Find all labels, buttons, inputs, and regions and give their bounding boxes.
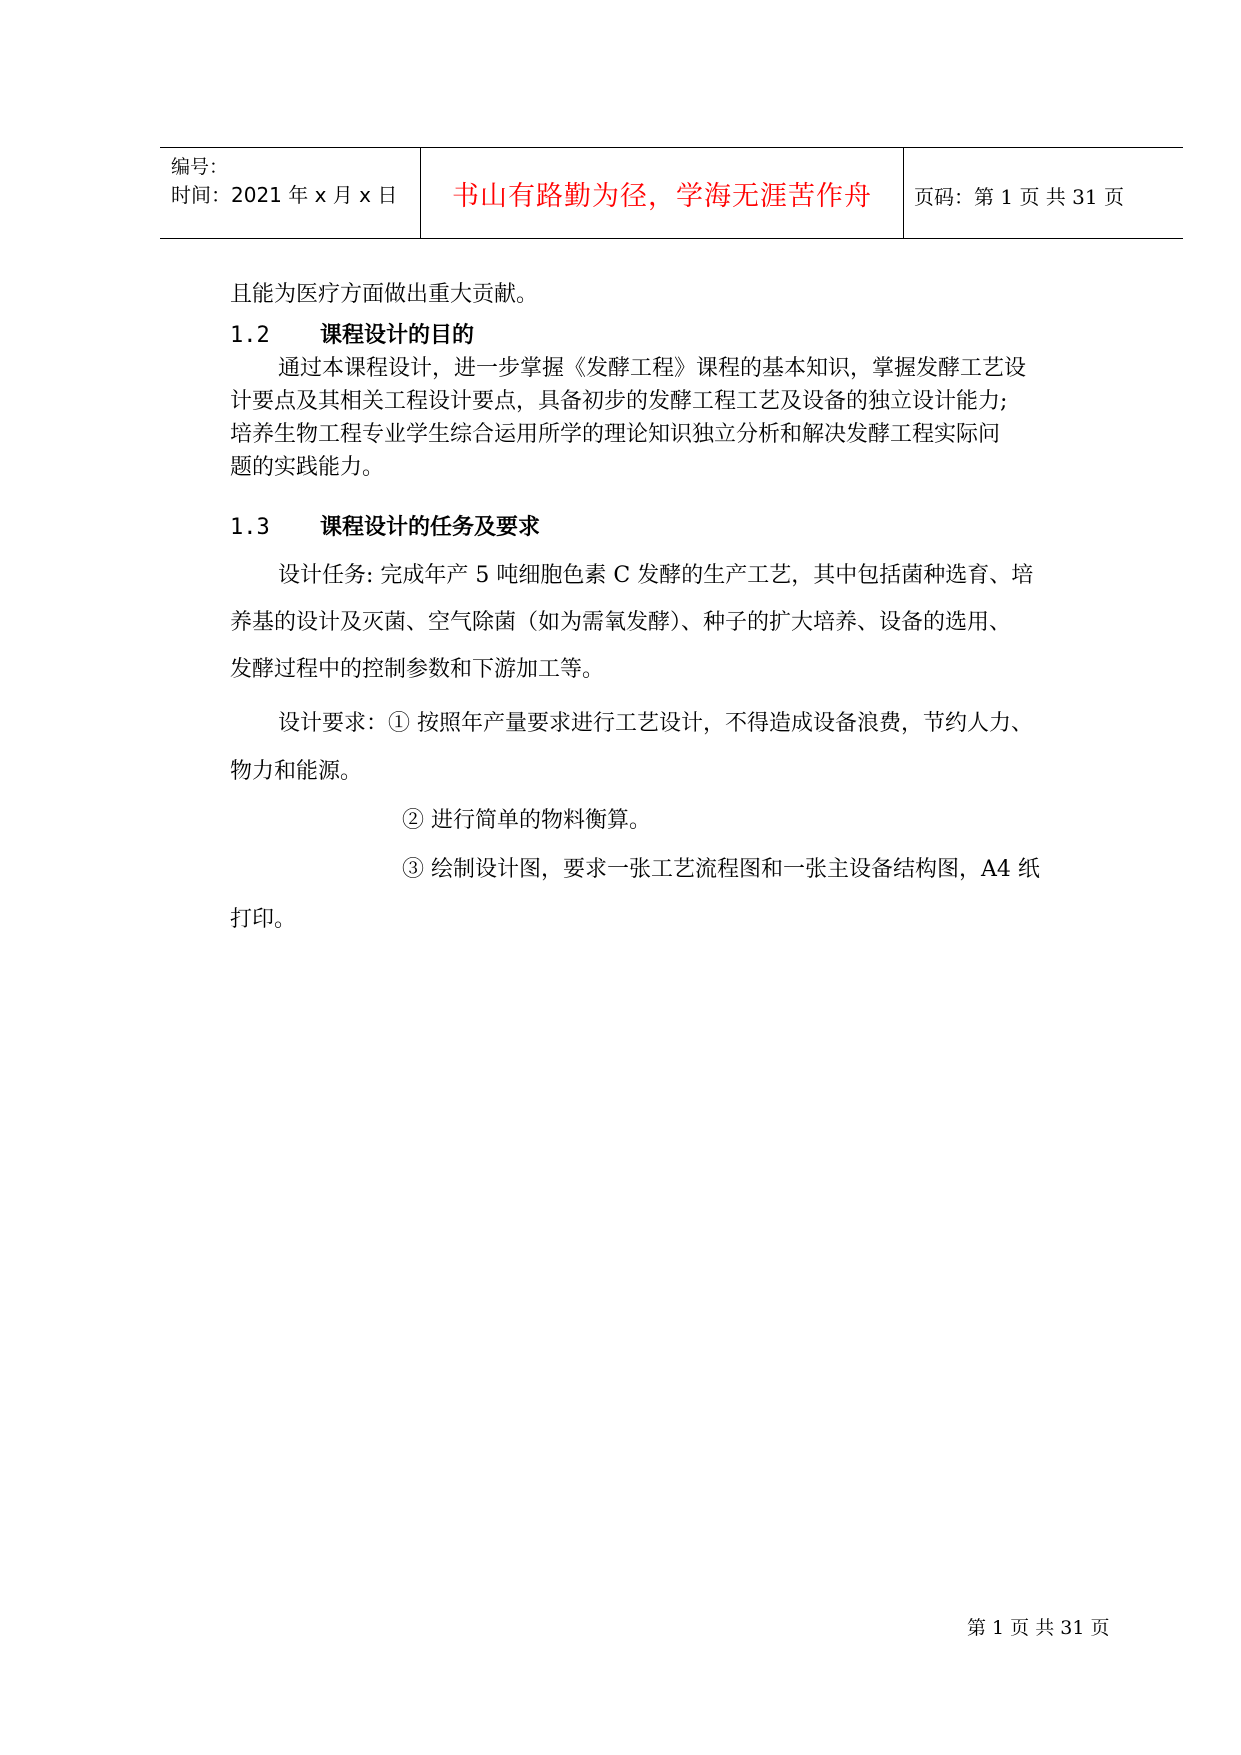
- section-heading-1-2: [230, 318, 474, 349]
- header-motto-cell: [420, 148, 904, 238]
- section-title: 课程设计的目的: [320, 322, 475, 348]
- requirement-item: ② 进行简单的物料衡算。: [402, 808, 651, 833]
- header-motto: 书山有路勤为径，学海无涯苦作舟: [452, 181, 872, 212]
- paragraph-line: 计要点及其相关工程设计要点，具备初步的发酵工程工艺及设备的独立设计能力;: [230, 389, 1008, 414]
- requirement-item-continuation: 打印。: [230, 907, 297, 932]
- footer-page-number: 第 1 页 共 31 页: [967, 1617, 1110, 1639]
- document-date-label: 时间：2021 年 x 月 x 日: [171, 183, 398, 207]
- intro-line: 且能为医疗方面做出重大贡献。: [230, 282, 539, 307]
- task-line: 设计任务: 完成年产 5 吨细胞色素 C 发酵的生产工艺，其中包括菌种选育、培: [278, 563, 1034, 588]
- header-table: [160, 147, 1183, 239]
- header-page-cell: [904, 148, 1183, 238]
- section-title: 课程设计的任务及要求: [320, 514, 541, 540]
- requirement-line: 设计要求：① 按照年产量要求进行工艺设计，不得造成设备浪费，节约人力、: [278, 711, 1033, 736]
- section-number: 1.2: [230, 323, 270, 348]
- requirement-line: 物力和能源。: [230, 759, 363, 784]
- paragraph-line: 培养生物工程专业学生综合运用所学的理论知识独立分析和解决发酵工程实际问: [230, 422, 1001, 447]
- header-page-number: 页码：第 1 页 共 31 页: [914, 185, 1124, 209]
- document-number-label: 编号：: [171, 156, 229, 178]
- purpose-paragraph: [230, 352, 1120, 484]
- task-line: 发酵过程中的控制参数和下游加工等。: [230, 657, 605, 682]
- paragraph-line: 通过本课程设计，进一步掌握《发酵工程》课程的基本知识，掌握发酵工艺设: [278, 356, 1027, 381]
- header-left-cell: [160, 148, 420, 238]
- requirement-item: ③ 绘制设计图，要求一张工艺流程图和一张主设备结构图，A4 纸: [402, 857, 1040, 882]
- task-line: 养基的设计及灭菌、空气除菌（如为需氧发酵）、种子的扩大培养、设备的选用、: [230, 610, 1012, 635]
- section-number: 1.3: [230, 515, 270, 540]
- section-heading-1-3: [230, 510, 540, 541]
- paragraph-line: 题的实践能力。: [230, 455, 385, 480]
